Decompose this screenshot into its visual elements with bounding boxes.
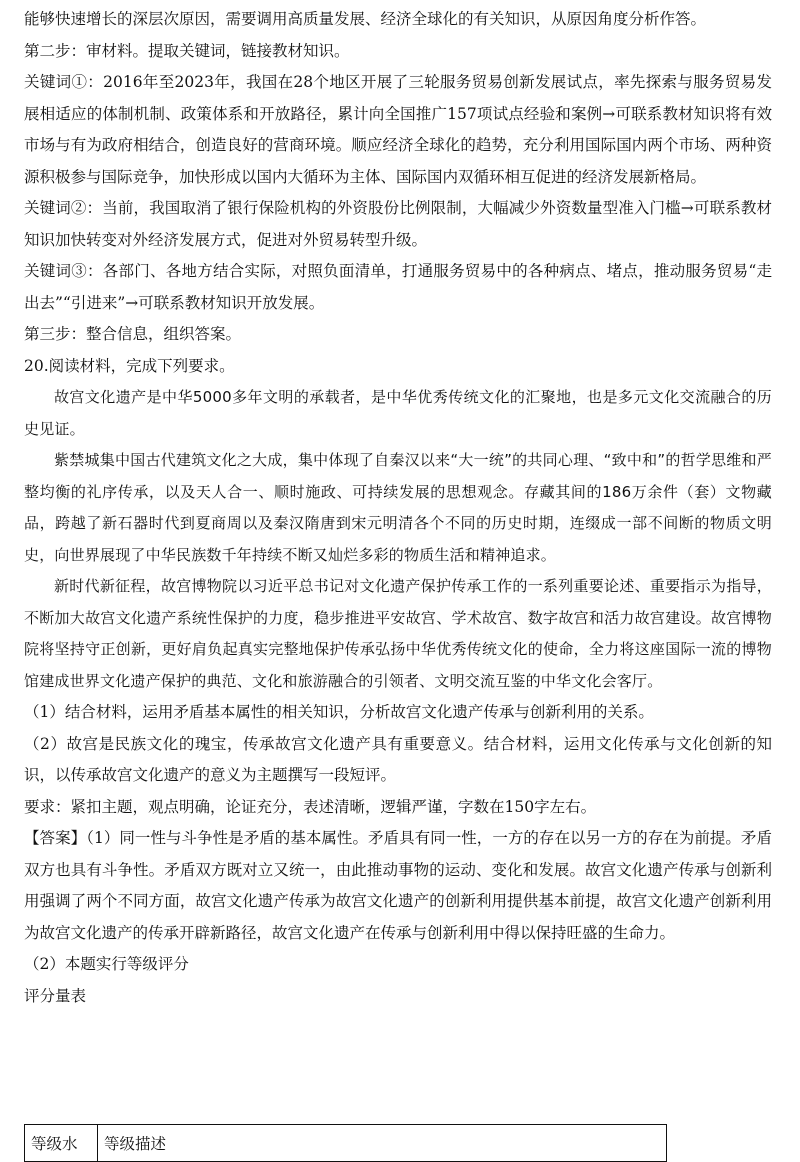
answer-part-1-text: （1）同一性与斗争性是矛盾的基本属性。矛盾具有同一性，一方的存在以另一方的存在为前提。矛盾双方也具有斗争性。矛盾双方既对立又统一，由此推动事物的运动、变化和发展。故宫文化遗产传承与创新利用强调了两个不同方面，故宫文化遗产传承为故宫文化遗产的创新利用提供基本前提，故宫文化遗产创新利用为故宫文化遗产的传承开辟新路径，故宫文化遗产在传承与创新利用中得以保持旺盛的生命力。 [24, 829, 772, 942]
header-level: 等级水 [25, 1125, 98, 1162]
answer-tag: 【答案】 [24, 829, 87, 847]
material-paragraph-2: 紫禁城集中国古代建筑文化之大成，集中体现了自秦汉以来“大一统”的共同心理、“致中和”的哲学思维和严整均衡的礼序传承，以及天人合一、顺时施政、可持续发展的思想观念。存藏其间的186万余件（套）文物藏品，跨越了新石器时代到夏商周以及秦汉隋唐到宋元明清各个不同的历史时期，连缀成一部不间断的物质文明史，向世界展现了中华民族数千年持续不断又灿烂多彩的物质生活和精神追求。 [24, 451, 772, 564]
rubric-table [24, 1124, 667, 1162]
paragraph-continuation: 能够快速增长的深层次原因，需要调用高质量发展、经济全球化的有关知识，从原因角度分析作答。 [24, 10, 707, 28]
keyword-two: 关键词②：当前，我国取消了银行保险机构的外资股份比例限制，大幅减少外资数量型准入门槛→可联系教材知识加快转变对外经济发展方式，促进对外贸易转型升级。 [24, 199, 772, 249]
question-20-heading: 20.阅读材料，完成下列要求。 [24, 356, 235, 375]
header-description: 等级描述 [98, 1125, 667, 1162]
rubric-title: 评分量表 [24, 986, 87, 1005]
step-two-heading: 第二步：审材料。提取关键词，链接教材知识。 [24, 41, 350, 60]
material-paragraph-3: 新时代新征程，故宫博物院以习近平总书记对文化遗产保护传承工作的一系列重要论述、重要指示为指导，不断加大故宫文化遗产系统性保护的力度，稳步推进平安故宫、学术故宫、数字故宫和活力故宫建设。故宫博物院将坚持守正创新，更好肩负起真实完整地保护传承弘扬中华优秀传统文化的使命，全力将这座国际一流的博物馆建成世界文化遗产保护的典范、文化和旅游融合的引领者、文明交流互鉴的中华文化会客厅。 [24, 577, 772, 690]
requirements: 要求：紧扣主题，观点明确，论证充分，表述清晰，逻辑严谨，字数在150字左右。 [24, 797, 597, 816]
step-three-heading: 第三步：整合信息，组织答案。 [24, 325, 242, 343]
keyword-three: 关键词③：各部门、各地方结合实际，对照负面清单，打通服务贸易中的各种病点、堵点，推动服务贸易“走出去”“引进来”→可联系教材知识开放发展。 [24, 262, 772, 312]
answer-part-2: （2）本题实行等级评分 [24, 955, 189, 973]
keyword-one: 关键词①：2016年至2023年，我国在28个地区开展了三轮服务贸易创新发展试点，率先探索与服务贸易发展相适应的体制机制、政策体系和开放路径，累计向全国推广157项试点经验和案例→可联系教材知识将有效市场与有为政府相结合，创造良好的营商环境。顺应经济全球化的趋势，充分利用国际国内两个市场、两种资源积极参与国际竞争，加快形成以国内大循环为主体、国际国内双循环相互促进的经济发展新格局。 [24, 73, 772, 186]
question-1: （1）结合材料，运用矛盾基本属性的相关知识，分析故宫文化遗产传承与创新利用的关系。 [24, 703, 654, 721]
question-2: （2）故宫是民族文化的瑰宝，传承故宫文化遗产具有重要意义。结合材料，运用文化传承与文化创新的知识，以传承故宫文化遗产的意义为主题撰写一段短评。 [24, 734, 772, 784]
material-paragraph-1: 故宫文化遗产是中华5000多年文明的承载者，是中华优秀传统文化的汇聚地，也是多元文化交流融合的历史见证。 [24, 388, 772, 438]
answer-part-1 [24, 823, 772, 949]
